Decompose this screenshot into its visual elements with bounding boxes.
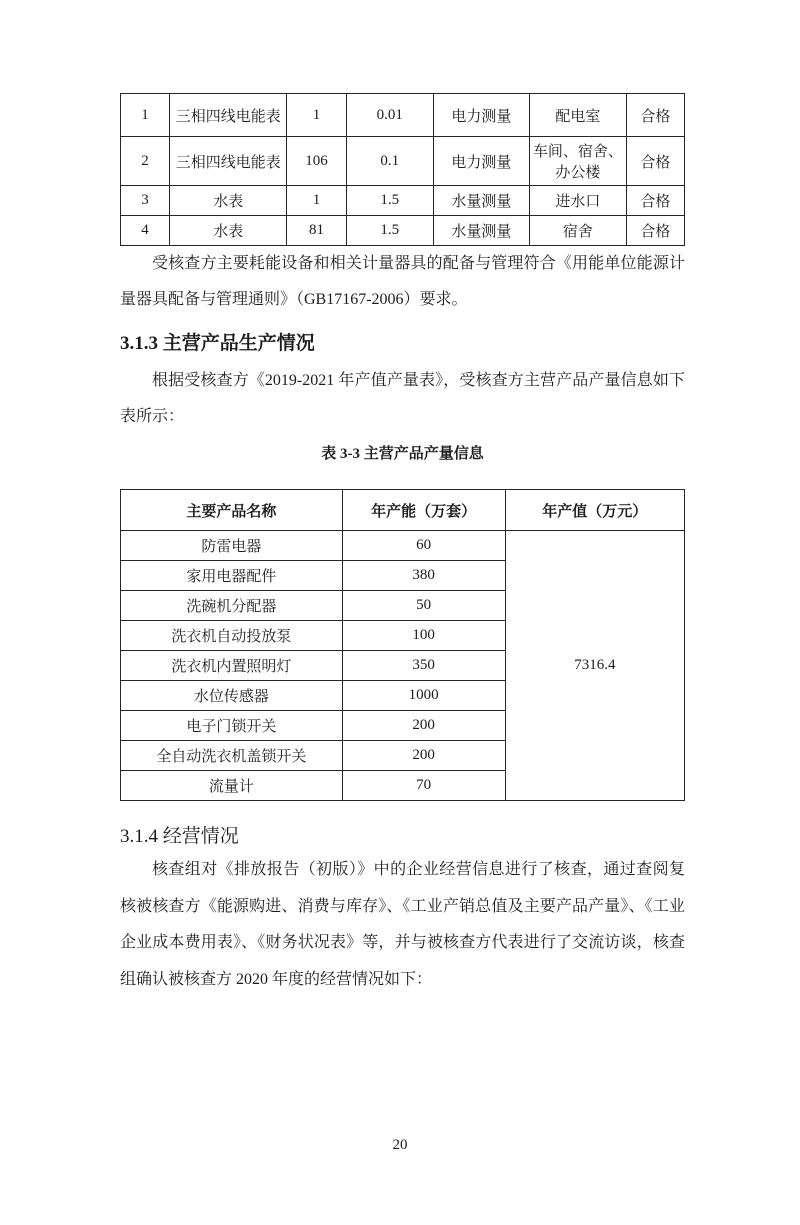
table-cell: 水位传感器	[121, 681, 343, 711]
table-cell: 洗衣机自动投放泵	[121, 621, 343, 651]
table-cell: 三相四线电能表	[170, 137, 287, 186]
table-cell: 100	[342, 621, 505, 651]
table-cell: 81	[287, 216, 346, 246]
table-row	[121, 137, 685, 186]
table-cell: 水表	[170, 186, 287, 216]
section-heading-3-1-4: 3.1.4 经营情况	[120, 826, 239, 847]
paragraph-operations: 核查组对《排放报告（初版）》中的企业经营信息进行了核查，通过查阅复核被核查方《能源购进、消费与库存》、《工业产销总值及主要产品产量》、《工业企业成本费用表》、《财务状况表》等，并与被核查方代表进行了交流访谈，核查组确认被核查方 2020 年度的经营情况如下：	[120, 861, 685, 988]
table-cell: 家用电器配件	[121, 561, 343, 591]
table-cell: 200	[342, 711, 505, 741]
table-cell: 106	[287, 137, 346, 186]
table-cell: 1	[121, 94, 170, 137]
table-cell: 水表	[170, 216, 287, 246]
table-3-3-caption: 表 3-3 主营产品产量信息	[321, 446, 484, 462]
table-header-row	[121, 490, 685, 531]
table-cell: 1000	[342, 681, 505, 711]
table-cell: 流量计	[121, 771, 343, 801]
paragraph-products-intro: 根据受核查方《2019-2021 年产值产量表》，受核查方主营产品产量信息如下表所示：	[120, 372, 685, 425]
section-heading-3-1-3: 3.1.3 主营产品生产情况	[120, 333, 315, 354]
table-cell: 3	[121, 186, 170, 216]
table-row	[121, 186, 685, 216]
table-cell: 1.5	[346, 216, 433, 246]
table-cell: 2	[121, 137, 170, 186]
table-cell: 三相四线电能表	[170, 94, 287, 137]
table-cell: 电子门锁开关	[121, 711, 343, 741]
table-row	[121, 94, 685, 137]
table-cell: 防雷电器	[121, 531, 343, 561]
table-cell: 合格	[626, 137, 684, 186]
column-header-product-name: 主要产品名称	[121, 490, 343, 531]
table-cell: 电力测量	[433, 137, 529, 186]
table-cell: 350	[342, 651, 505, 681]
table-cell: 0.1	[346, 137, 433, 186]
table-cell: 380	[342, 561, 505, 591]
table-cell: 车间、宿舍、办公楼	[529, 137, 626, 186]
table-cell: 50	[342, 591, 505, 621]
table-cell: 水量测量	[433, 186, 529, 216]
table-cell: 1	[287, 94, 346, 137]
table-cell: 0.01	[346, 94, 433, 137]
paragraph-meter-compliance: 受核查方主要耗能设备和相关计量器具的配备与管理符合《用能单位能源计量器具配备与管理通则》（GB17167-2006）要求。	[120, 255, 685, 308]
table-row	[121, 216, 685, 246]
table-cell: 合格	[626, 216, 684, 246]
table-cell: 电力测量	[433, 94, 529, 137]
table-cell: 洗衣机内置照明灯	[121, 651, 343, 681]
merged-cell-annual-output-value: 7316.4	[505, 531, 684, 801]
document-page-content	[120, 93, 685, 998]
products-output-table	[120, 489, 685, 801]
table-cell: 4	[121, 216, 170, 246]
meter-equipment-table	[120, 93, 685, 246]
table-cell: 合格	[626, 186, 684, 216]
page-number: 20	[392, 1137, 408, 1153]
table-cell: 洗碗机分配器	[121, 591, 343, 621]
table-cell: 60	[342, 531, 505, 561]
table-cell: 1	[287, 186, 346, 216]
table-cell: 全自动洗衣机盖锁开关	[121, 741, 343, 771]
table-row	[121, 531, 685, 561]
table-cell: 合格	[626, 94, 684, 137]
table-cell: 70	[342, 771, 505, 801]
column-header-annual-capacity: 年产能（万套）	[342, 490, 505, 531]
column-header-annual-output-value: 年产值（万元）	[505, 490, 684, 531]
table-cell: 进水口	[529, 186, 626, 216]
table-cell: 200	[342, 741, 505, 771]
table-cell: 1.5	[346, 186, 433, 216]
table-cell: 水量测量	[433, 216, 529, 246]
table-cell: 宿舍	[529, 216, 626, 246]
table-cell: 配电室	[529, 94, 626, 137]
